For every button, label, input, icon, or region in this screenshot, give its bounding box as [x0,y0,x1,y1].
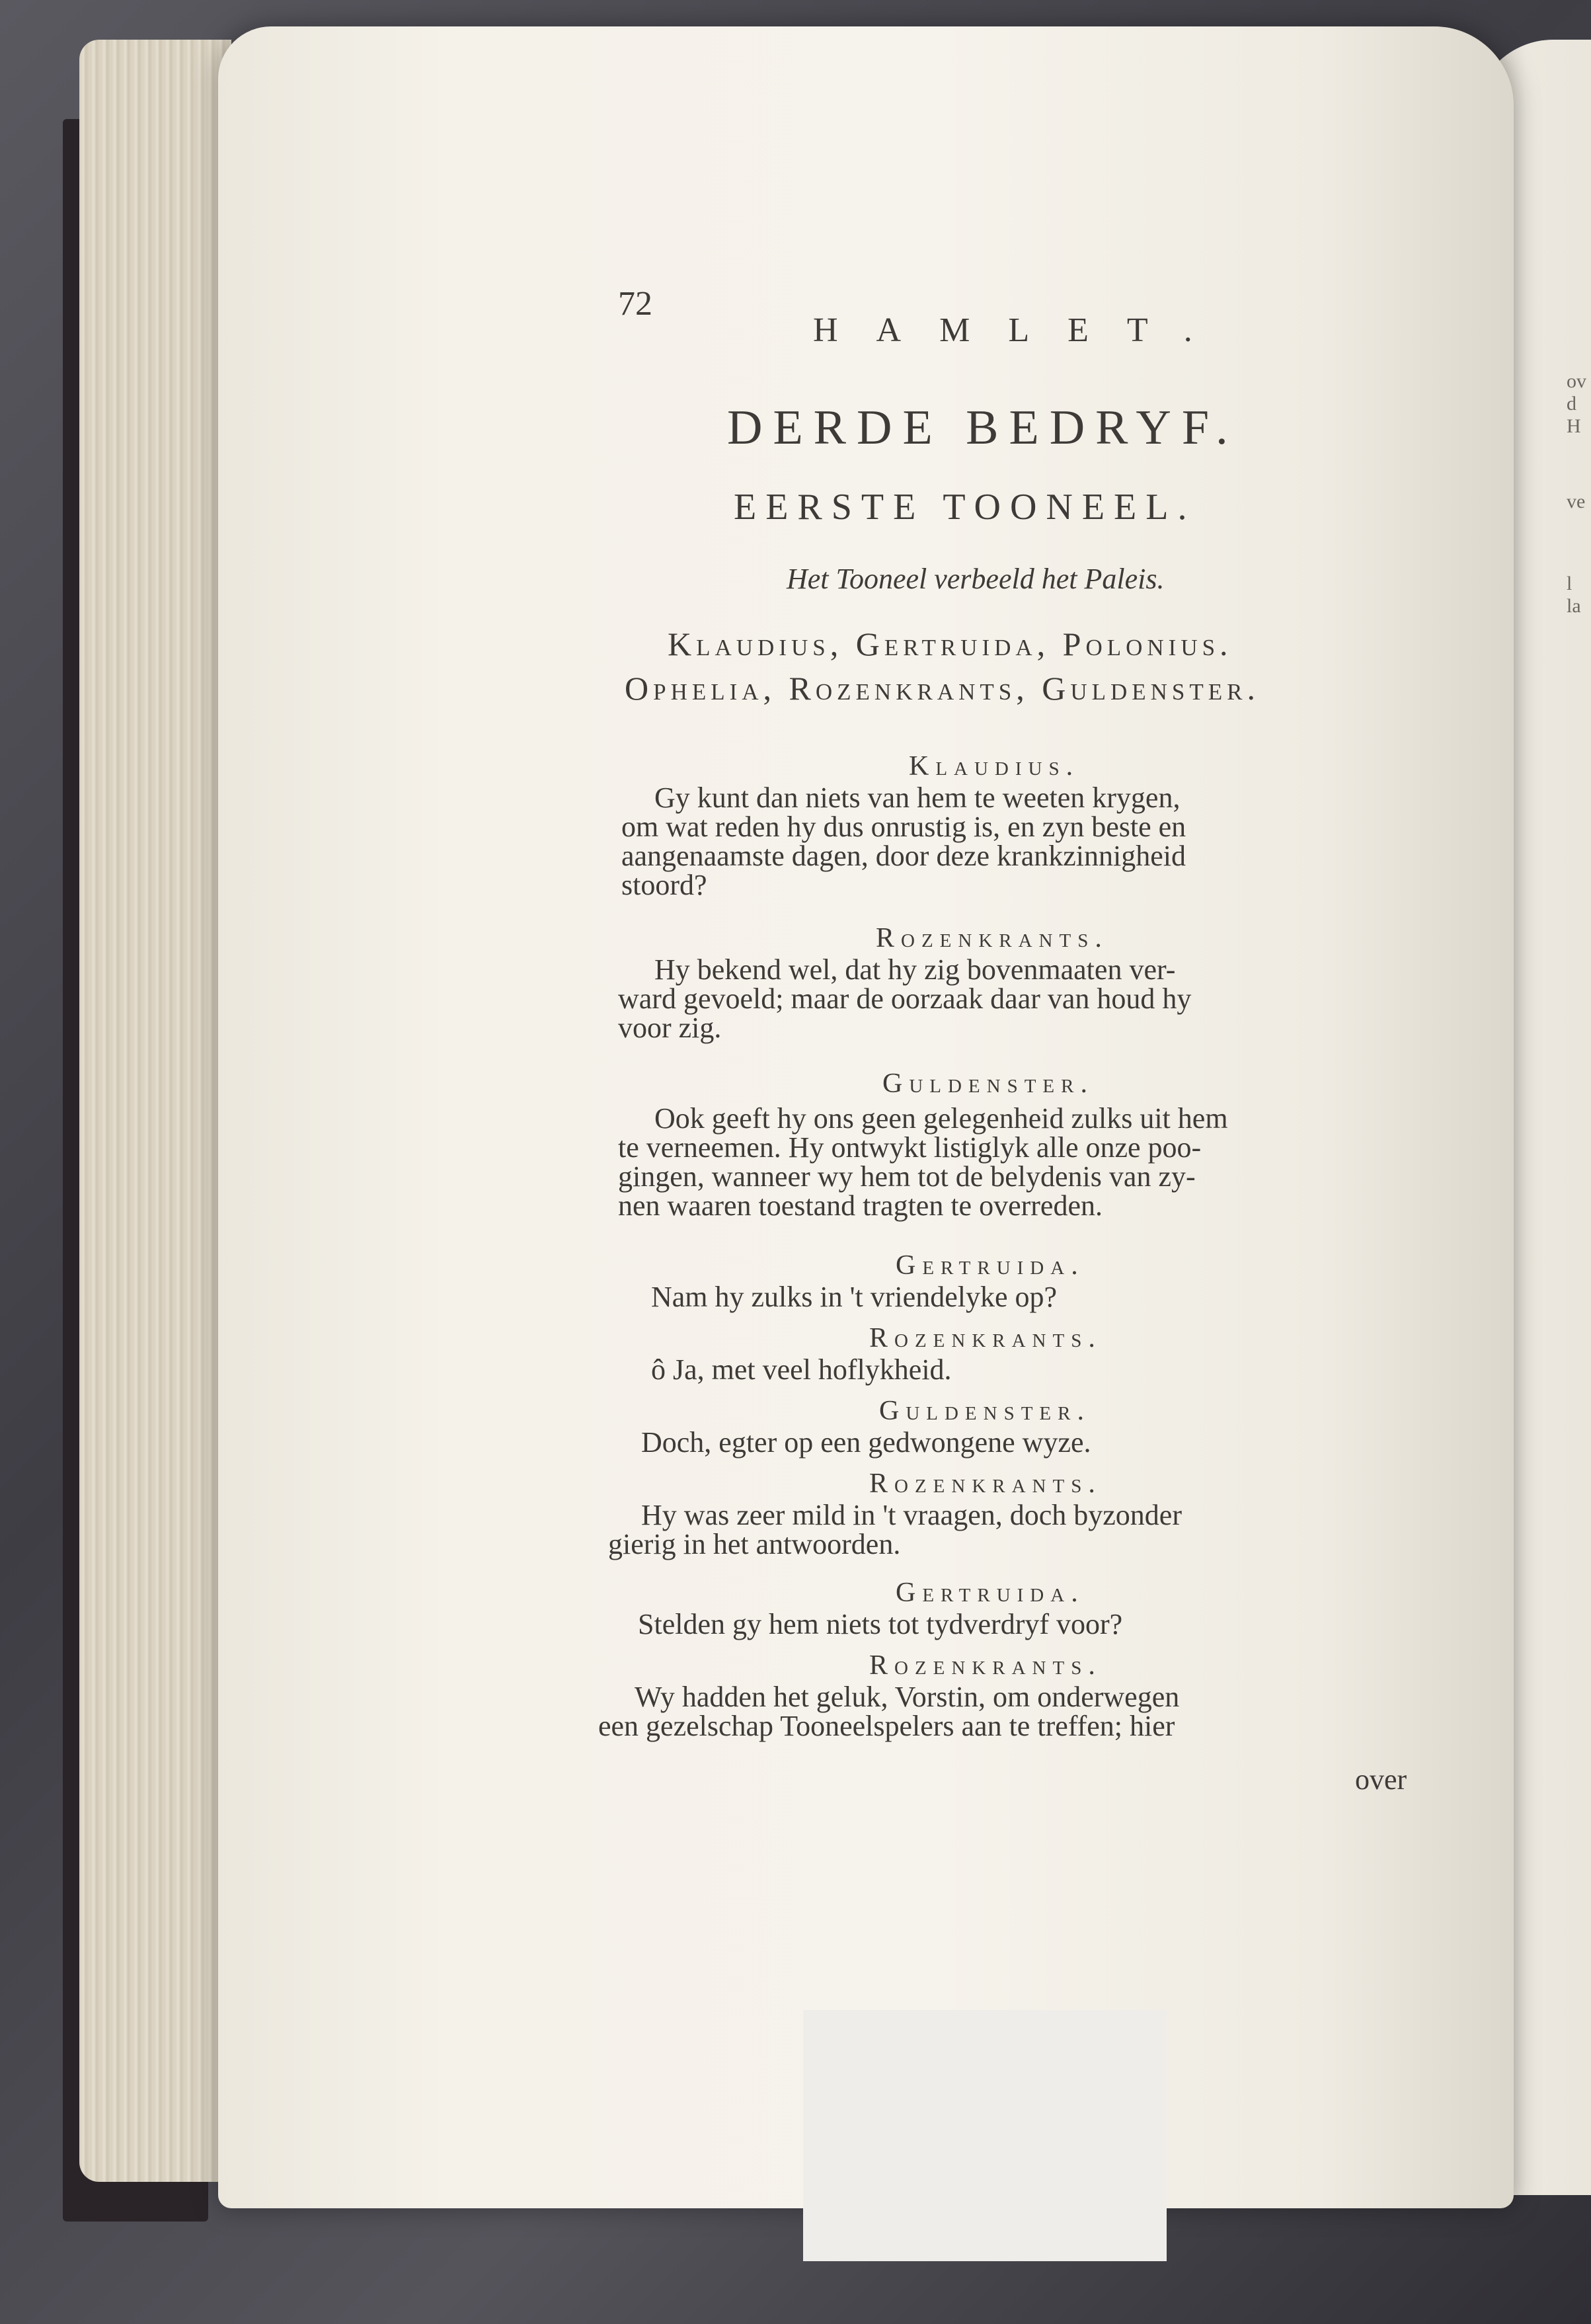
speaker-name: Guldenster. [882,1068,1094,1099]
overlay-card [803,2010,1167,2261]
speech [608,1501,1381,1559]
speech [598,1683,1372,1741]
speaker-name: Rozenkrants. [869,1650,1102,1681]
facing-fragment: la [1567,595,1581,617]
speaker-name: Klaudius. [909,751,1080,781]
facing-page-text [1567,370,1591,618]
page-edges [79,40,231,2182]
speech-line: te verneemen. Hy ontwykt listiglyk alle onze poo- [618,1131,1202,1164]
speech [641,1428,1415,1457]
speech-line: Doch, egter op een gedwongene wyze. [641,1426,1091,1459]
speech [618,1104,1391,1221]
speech-line: Nam hy zulks in 't vriendelyke op? [651,1281,1058,1313]
act-title: DERDE BEDRYF. [727,401,1239,455]
speech [638,1610,1411,1639]
scene-title: EERSTE TOONEEL. [734,487,1196,528]
speech [651,1355,1424,1384]
speaker-name: Guldenster. [879,1396,1091,1426]
page-number: 72 [618,285,652,323]
stage-direction: Het Tooneel verbeeld het Paleis. [787,563,1165,595]
speech-line: Stelden gy hem niets tot tydverdryf voor? [638,1608,1123,1640]
speech-line: Ook geeft hy ons geen gelegenheid zulks uit hem [654,1102,1228,1135]
speaker-name: Rozenkrants. [869,1468,1102,1499]
speech-line: Wy hadden het geluk, Vorstin, om onderwegen [635,1681,1180,1713]
speech [651,1283,1424,1312]
speech-line: ward gevoeld; maar de oorzaak daar van houd hy [618,982,1192,1015]
speech-line: om wat reden hy dus onrustig is, en zyn beste en [621,811,1186,843]
characters-line: Ophelia, Rozenkrants, Guldenster. [625,670,1260,707]
facing-fragment: ov [1567,370,1586,392]
speaker-name: Gertruida. [896,1578,1085,1608]
speech-line: nen waaren toestand tragten te overreden. [618,1189,1103,1222]
speaker-name: Rozenkrants. [869,1323,1102,1353]
speech-line: een gezelschap Tooneelspelers aan te treffen; hier [598,1710,1175,1742]
catchword: over [1355,1763,1407,1796]
facing-fragment: l [1567,573,1572,594]
speech-line: Hy was zeer mild in 't vraagen, doch byzonder [641,1499,1182,1531]
speech-line: Hy bekend wel, dat hy zig bovenmaaten ver- [654,953,1176,986]
speech [618,955,1391,1043]
speech-line: gingen, wanneer wy hem tot de belydenis van zy- [618,1160,1196,1193]
speech-line: voor zig. [618,1012,722,1044]
speech-line: stoord? [621,869,707,901]
speech-line: ô Ja, met veel hoflykheid. [651,1353,952,1386]
facing-fragment: ve [1567,491,1586,512]
speech-line: gierig in het antwoorden. [608,1528,901,1560]
speaker-name: Rozenkrants. [876,923,1108,953]
speaker-name: Gertruida. [896,1250,1085,1281]
speech-line: aangenaamste dagen, door deze krankzinnigheid [621,840,1186,872]
characters-line: Klaudius, Gertruida, Polonius. [668,625,1233,662]
facing-fragment: H [1567,415,1581,437]
facing-fragment: d [1567,393,1576,415]
speech [621,783,1395,900]
speech-line: Gy kunt dan niets van hem te weeten krygen, [654,781,1181,814]
running-head: HAMLET. [813,311,1231,349]
